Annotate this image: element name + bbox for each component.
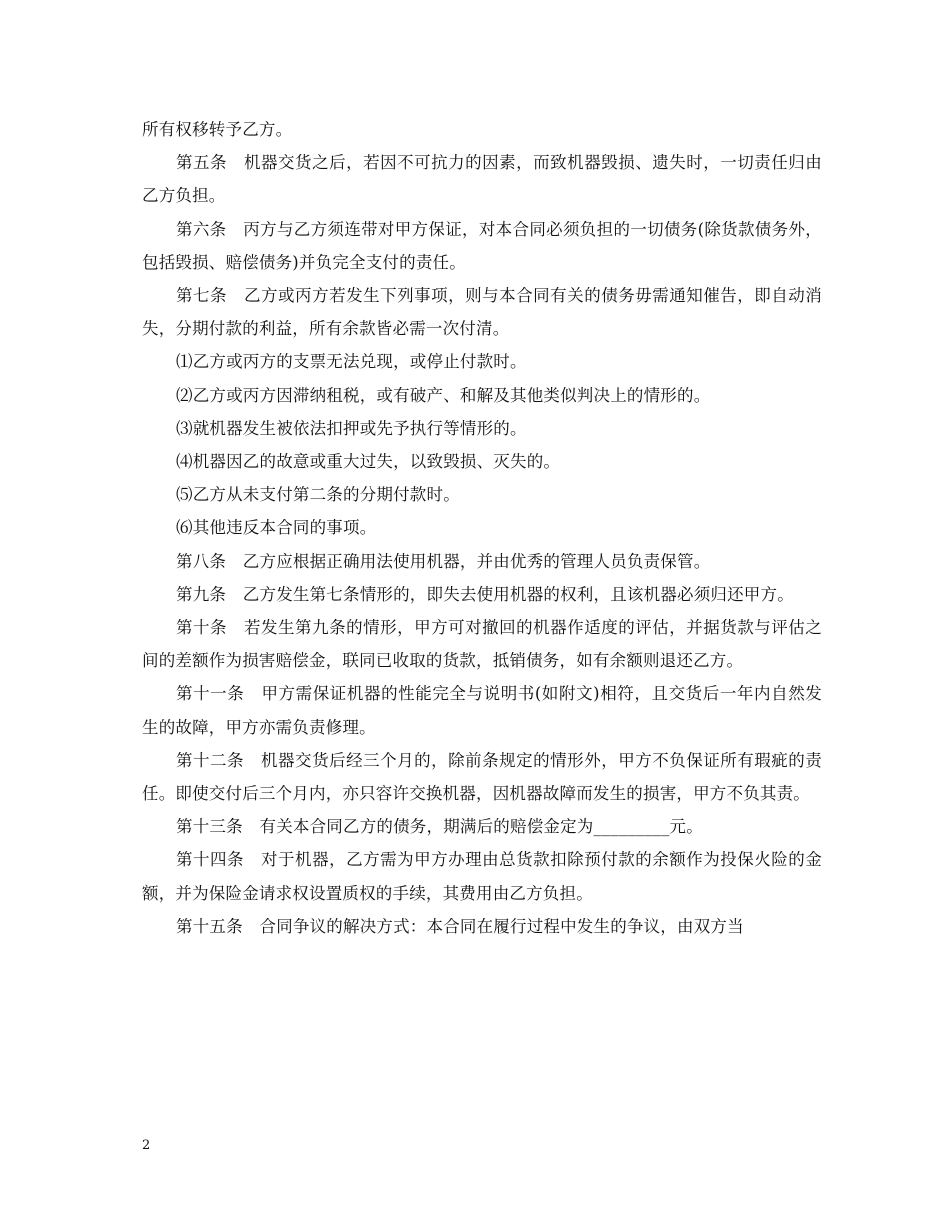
article-12: 第十二条 机器交货后经三个月的，除前条规定的情形外，甲方不负保证所有瑕疵的责任。即使交付后三个月内，亦只容许交换机器，因机器故障而发生的损害，甲方不负其责。 xyxy=(142,750,822,804)
article-9: 第九条 乙方发生第七条情形的，即失去使用机器的权利，且该机器必须归还甲方。 xyxy=(176,584,794,604)
article-6: 第六条 丙方与乙方须连带对甲方保证，对本合同必须负担的一切债务(除货款债务外，包括毁损、赔偿债务)并负完全支付的责任。 xyxy=(142,219,822,272)
article-14: 第十四条 对于机器，乙方需为甲方办理由总货款扣除预付款的余额作为投保火险的金额，并为保险金请求权设置质权的手续，其费用由乙方负担。 xyxy=(142,850,822,903)
article-11: 第十一条 甲方需保证机器的性能完全与说明书(如附文)相符，且交货后一年内自然发生的故障，甲方亦需负责修理。 xyxy=(142,684,822,737)
article-8: 第八条 乙方应根据正确用法使用机器，并由优秀的管理人员负责保管。 xyxy=(176,551,711,571)
page-number: 2 xyxy=(142,1138,151,1153)
article-15: 第十五条 合同争议的解决方式：本合同在履行过程中发生的争议，由双方当 xyxy=(176,916,744,936)
article-7: 第七条 乙方或丙方若发生下列事项，则与本合同有关的债务毋需通知催告，即自动消失，分期付款的利益，所有余款皆必需一次付清。 xyxy=(142,286,822,339)
article-7-item-4: ⑷机器因乙的故意或重大过失，以致毁损、灭失的。 xyxy=(176,452,561,472)
paragraph-continuation: 所有权移转予乙方。 xyxy=(142,120,293,139)
article-7-item-3: ⑶就机器发生被依法扣押或先予执行等情形的。 xyxy=(176,418,527,438)
document-body xyxy=(142,113,822,943)
article-5: 第五条 机器交货之后，若因不可抗力的因素，而致机器毁损、遗失时，一切责任归由乙方负担。 xyxy=(142,153,822,206)
article-7-item-2: ⑵乙方或丙方因滞纳租税，或有破产、和解及其他类似判决上的情形的。 xyxy=(176,385,711,405)
article-7-item-5: ⑸乙方从未支付第二条的分期付款时。 xyxy=(176,485,460,505)
article-10: 第十条 若发生第九条的情形，甲方可对撤回的机器作适度的评估，并据货款与评估之间的差额作为损害赔偿金，联同已收取的货款，抵销债务，如有余额则退还乙方。 xyxy=(142,618,822,671)
article-7-item-1: ⑴乙方或丙方的支票无法兑现，或停止付款时。 xyxy=(176,352,527,372)
article-7-item-6: ⑹其他违反本合同的事项。 xyxy=(176,518,377,538)
article-13: 第十三条 有关本合同乙方的债务，期满后的赔偿金定为_________元。 xyxy=(176,817,703,837)
